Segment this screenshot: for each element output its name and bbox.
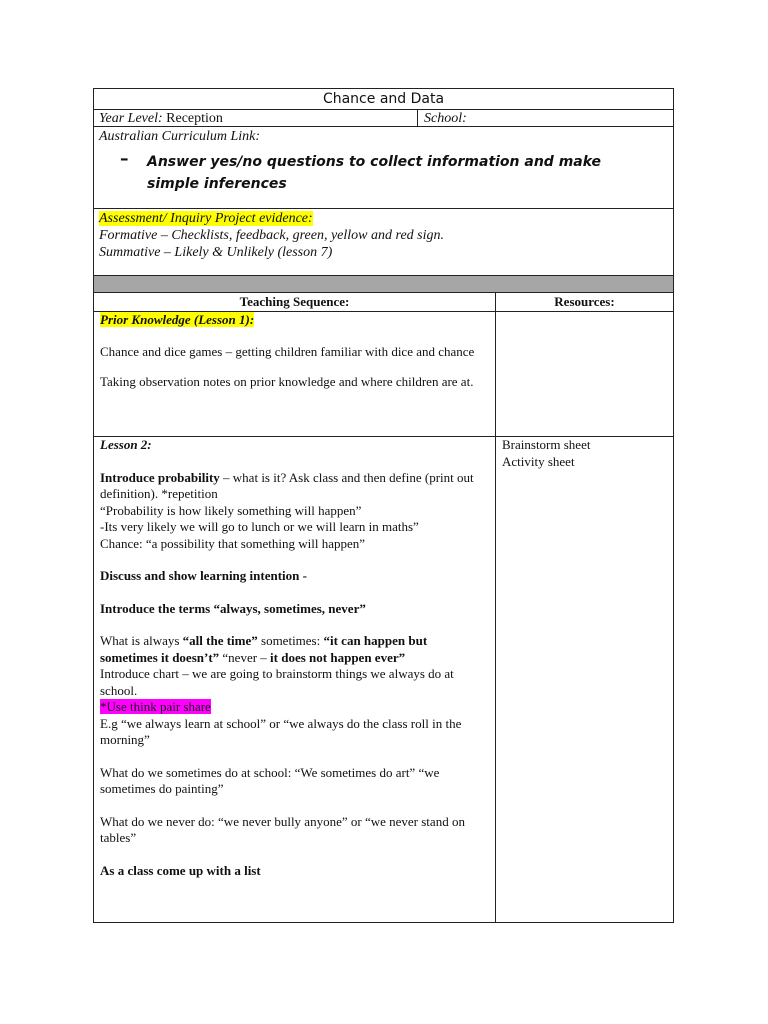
lesson2-intro xyxy=(100,470,488,503)
lesson2-resources-cell xyxy=(502,437,672,470)
year-school-row xyxy=(93,109,674,127)
think-pair-share: *Use think pair share xyxy=(100,699,211,714)
resource-item: Activity sheet xyxy=(502,453,575,469)
lesson2-line4: Chance: “a possibility that something will happen” xyxy=(100,535,366,551)
resources-header: Resources: xyxy=(554,294,615,309)
curriculum-label: Australian Curriculum Link: xyxy=(99,129,261,144)
lesson1-cell xyxy=(100,312,488,391)
lesson2-heading: Lesson 2: xyxy=(100,437,152,452)
def-part: “all the time” xyxy=(182,633,258,648)
lesson1-p2: Taking observation notes on prior knowledge and where children are at. xyxy=(100,374,474,389)
lesson2-eg: E.g “we always learn at school” or “we always do the class roll in the morning” xyxy=(100,715,462,747)
teaching-table xyxy=(93,292,674,923)
year-level-label: Year Level: xyxy=(99,111,163,126)
def-part: it does not happen ever” xyxy=(270,649,406,665)
lesson1-heading: Prior Knowledge (Lesson 1): xyxy=(100,312,255,327)
lesson2-class-list: As a class come up with a list xyxy=(100,862,261,878)
formative-text: Formative – Checklists, feedback, green, yellow and red sign. xyxy=(99,228,444,243)
page-title xyxy=(93,88,674,110)
lesson2-definitions xyxy=(100,633,488,666)
intro-rest: – what is it? Ask class and then define (print out definition). *repetition xyxy=(100,469,474,501)
def-part: What is always xyxy=(100,633,183,648)
lesson2-sometimes: What do we sometimes do at school: “We sometimes do art” “we sometimes do painting” xyxy=(100,764,440,796)
lesson2-terms: Introduce the terms “always, sometimes, never” xyxy=(100,600,366,616)
year-level-value: Reception xyxy=(166,111,223,126)
lesson2-cell xyxy=(100,437,488,879)
def-part: “never – xyxy=(219,649,271,665)
school-cell xyxy=(418,110,673,126)
column-divider xyxy=(495,293,496,922)
lesson2-discuss: Discuss and show learning intention - xyxy=(100,568,307,583)
assessment-section xyxy=(93,208,674,276)
resource-item: Brainstorm sheet xyxy=(502,437,591,452)
curriculum-link-section xyxy=(93,126,674,209)
title-text: Chance and Data xyxy=(322,91,445,107)
lesson2-never: What do we never do: “we never bully anyone” or “we never stand on tables” xyxy=(100,813,465,845)
def-part: “it can happen but sometimes it doesn’t” xyxy=(100,633,428,665)
year-level-cell xyxy=(94,110,418,126)
def-part: sometimes: xyxy=(257,633,324,648)
teaching-sequence-header: Teaching Sequence: xyxy=(239,294,350,309)
lesson1-p1: Chance and dice games – getting children familiar with dice and chance xyxy=(100,343,475,359)
school-label: School: xyxy=(424,111,467,126)
grey-divider-bar xyxy=(93,275,674,293)
intro-bold: Introduce probability xyxy=(100,469,220,485)
assessment-label: Assessment/ Inquiry Project evidence: xyxy=(99,211,313,226)
curriculum-text: Answer yes/no questions to collect information and make simple inferences xyxy=(147,154,602,192)
summative-text: Summative – Likely & Unlikely (lesson 7) xyxy=(99,245,333,260)
bullet-dash: – xyxy=(120,149,129,169)
lesson2-chart: Introduce chart – we are going to brainstorm things we always do at school. xyxy=(100,666,454,698)
lesson2-line2: “Probability is how likely something will happen” xyxy=(100,502,362,518)
lesson2-line3: -Its very likely we will go to lunch or we will learn in maths” xyxy=(100,519,419,534)
